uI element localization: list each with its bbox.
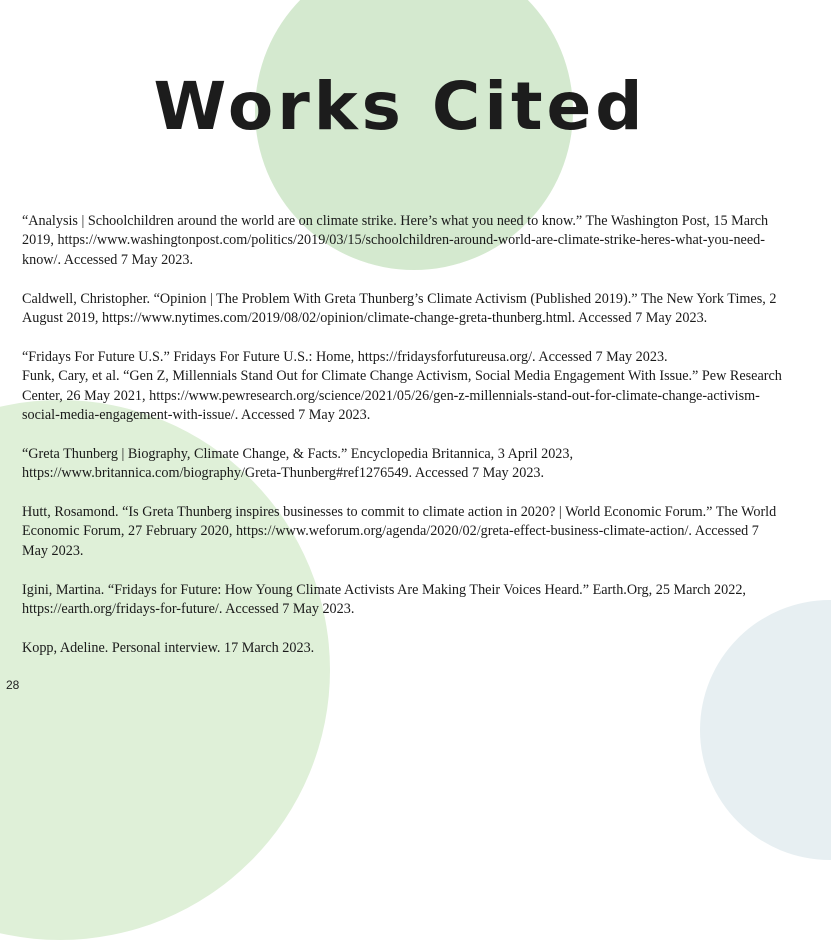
- citation-fridays-for-future-us: “Fridays For Future U.S.” Fridays For Future U.S.: Home, https://fridaysforfutureusa.org/. Accessed 7 May 2023.: [22, 348, 668, 365]
- citation-hutt: Hutt, Rosamond. “Is Greta Thunberg inspires businesses to commit to climate action in 2020? | World Economic Forum.” The World Economic Forum, 27 February 2020, https://www.weforum.org/agenda/2020/02/greta-effect-business-climate-action/. Accessed 7 May 2023.: [22, 504, 777, 559]
- citation-washington-post: “Analysis | Schoolchildren around the world are on climate strike. Here’s what you need to know.” The Washington Post, 15 March 2019, https://www.washingtonpost.com/politics/2019/03/15/schoolchildren-around-world-are-climate-strike-heres-what-you-need-know/. Accessed 7 May 2023.: [22, 213, 769, 268]
- works-cited-list: [22, 212, 782, 658]
- citation-caldwell: Caldwell, Christopher. “Opinion | The Problem With Greta Thunberg’s Climate Activism (Published 2019).” The New York Times, 2 August 2019, https://www.nytimes.com/2019/08/02/opinion/climate-change-greta-thunberg.html. Accessed 7 May 2023.: [22, 290, 777, 327]
- citation-funk: Funk, Cary, et al. “Gen Z, Millennials Stand Out for Climate Change Activism, Social Media Engagement With Issue.” Pew Research Center, 26 May 2021, https://www.pewresearch.org/science/2021/05/26/gen-z-millennials-stand-out-for-climate-change-activism-social-media-engagement-with-issue/. Accessed 7 May 2023.: [22, 368, 782, 424]
- page-number: 28: [6, 678, 20, 692]
- citation-igini: Igini, Martina. “Fridays for Future: How Young Climate Activists Are Making Their Voices Heard.” Earth.Org, 25 March 2022, https://earth.org/fridays-for-future/. Accessed 7 May 2023.: [22, 581, 746, 618]
- page-title: Works Cited: [153, 68, 647, 145]
- citation-britannica: “Greta Thunberg | Biography, Climate Change, & Facts.” Encyclopedia Britannica, 3 April 2023, https://www.britannica.com/biography/Greta-Thunberg#ref1276549. Accessed 7 May 2023.: [22, 445, 574, 482]
- citation-kopp: Kopp, Adeline. Personal interview. 17 March 2023.: [22, 639, 315, 656]
